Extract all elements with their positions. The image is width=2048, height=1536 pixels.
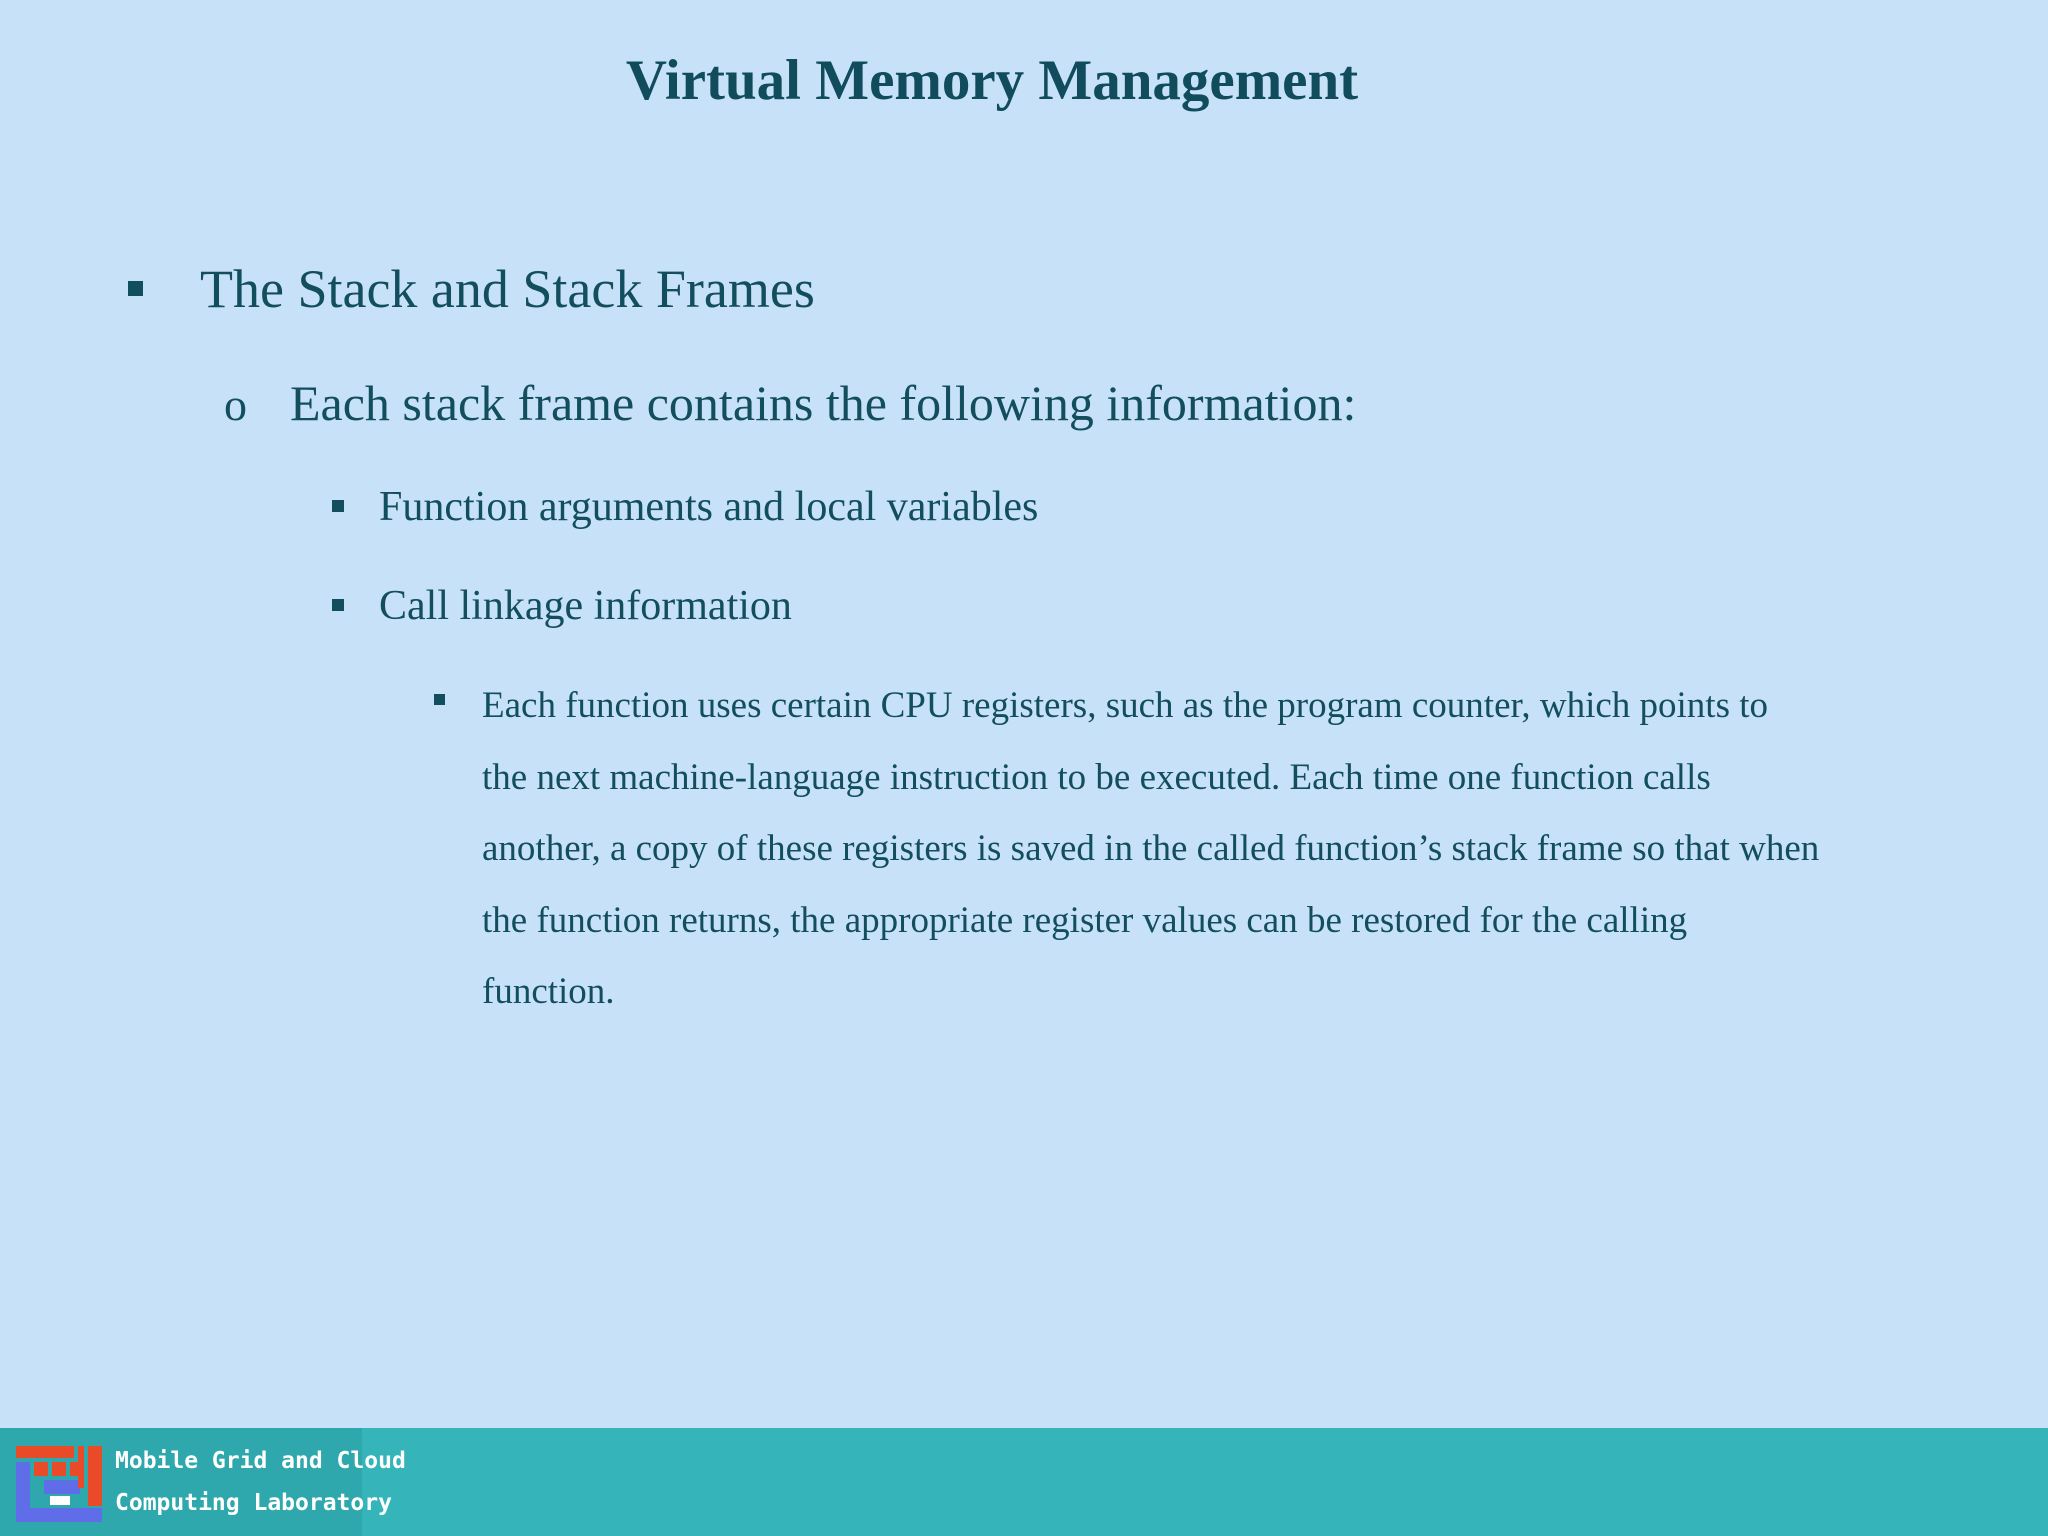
bullet-square-icon — [128, 281, 143, 296]
footer-bar — [0, 1428, 2048, 1536]
bullet-level3-text: Call linkage information — [379, 583, 792, 629]
bullet-level1-text: The Stack and Stack Frames — [200, 259, 815, 319]
bullet-level3-text: Function arguments and local variables — [379, 484, 1039, 530]
bullet-circle-icon: o — [224, 379, 247, 430]
logo-text-line1: Mobile Grid and Cloud — [115, 1448, 406, 1474]
bullet-square-icon — [332, 500, 344, 512]
logo-text-line2: Computing Laboratory — [115, 1490, 392, 1516]
lab-logo-icon — [14, 1444, 104, 1524]
paragraph-line: the next machine-language instruction to be executed. Each time one function calls — [482, 756, 1711, 798]
bullet-level4-paragraph — [482, 670, 1962, 1028]
bullet-level2-text: Each stack frame contains the following information: — [290, 375, 1357, 431]
bullet-square-icon — [332, 599, 344, 611]
paragraph-line: Each function uses certain CPU registers, such as the program counter, which points to — [482, 685, 1769, 726]
slide-title: Virtual Memory Management — [625, 49, 1359, 112]
lab-logo — [0, 1428, 406, 1536]
paragraph-line: another, a copy of these registers is saved in the called function’s stack frame so that when — [482, 828, 1820, 869]
paragraph-line: function. — [482, 971, 615, 1012]
paragraph-line: the function returns, the appropriate register values can be restored for the calling — [482, 899, 1688, 941]
bullet-square-icon — [434, 694, 445, 705]
